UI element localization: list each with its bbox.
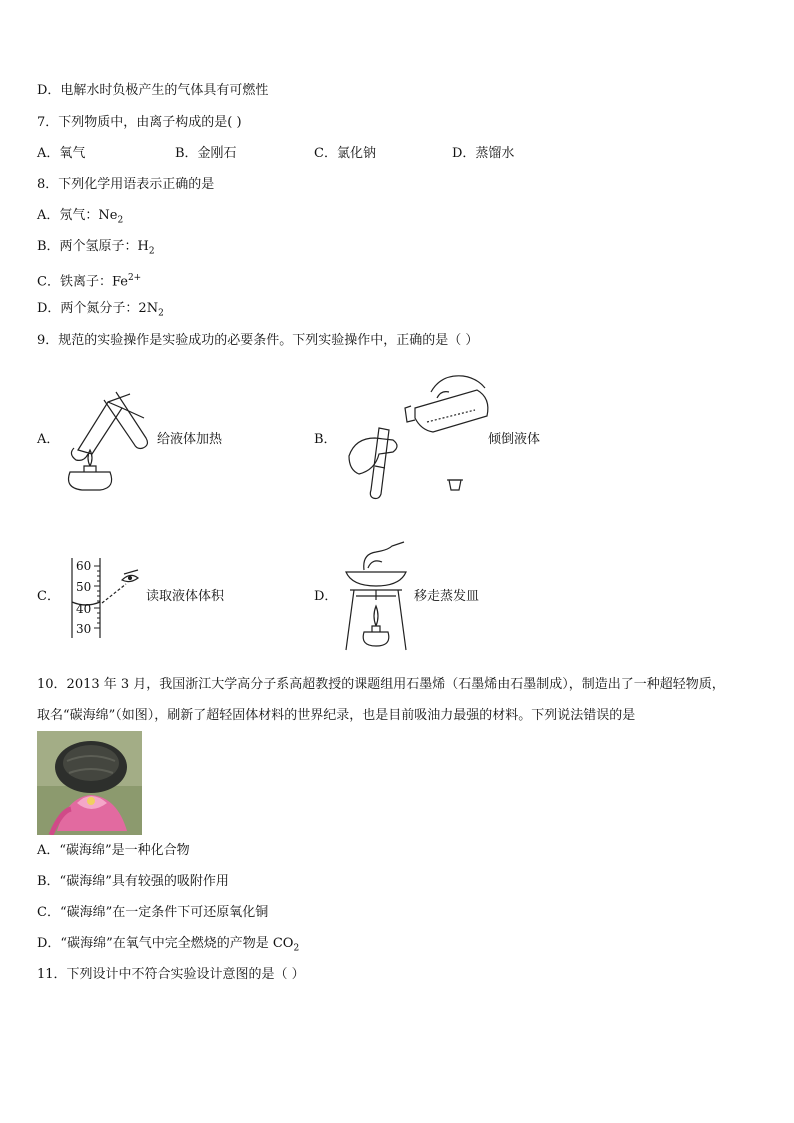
carbon-sponge-photo	[37, 731, 142, 835]
q7-option-c: C．氯化钠	[314, 146, 376, 161]
q10-option-d: D．“碳海绵”在氧气中完全燃烧的产物是 $CO_2$	[37, 936, 300, 954]
q7-options	[37, 145, 757, 163]
q10-option-c: C．“碳海绵”在一定条件下可还原氧化铜	[37, 905, 269, 920]
q10-stem-line2: 取名“碳海绵”（如图），刷新了超轻固体材料的世界纪录，也是目前吸油力最强的材料。下列说法错误的是	[37, 708, 636, 723]
q7-option-a: A．氧气	[37, 146, 86, 161]
q7-option-d: D．蒸馏水	[452, 146, 515, 161]
q8-option-b: B．两个氢原子：$H_2$	[37, 239, 155, 257]
q8-option-a: A．氖气：$Ne_2$	[37, 208, 124, 226]
cylinder-tick-50: 50	[76, 580, 92, 594]
q8-stem: 8．下列化学用语表示正确的是	[37, 177, 215, 192]
q10-stem-line1: 10．2013 年 3 月，我国浙江大学高分子系高超教授的课题组用石墨烯（石墨烯由石墨制成），制造出了一种超轻物质，	[37, 677, 725, 692]
q10-option-a: A．“碳海绵”是一种化合物	[37, 843, 190, 858]
cylinder-tick-30: 30	[76, 622, 92, 636]
q9-option-b-letter: B．	[314, 432, 337, 447]
pouring-liquid-illustration	[345, 370, 505, 500]
evaporating-dish-illustration	[342, 540, 414, 652]
q9-option-c-letter: C．	[37, 589, 60, 604]
q7-stem: 7．下列物质中，由离子构成的是( )	[37, 115, 242, 130]
heating-liquid-illustration	[60, 388, 170, 493]
carbon-sponge-photo-drawing	[37, 731, 142, 835]
q9-option-d-letter: D．	[314, 589, 338, 604]
q11-stem: 11．下列设计中不符合实验设计意图的是（ ）	[37, 967, 305, 982]
cylinder-tick-60: 60	[76, 559, 92, 573]
q9-option-d-caption: 移走蒸发皿	[414, 589, 480, 604]
q9-option-a-letter: A．	[37, 432, 60, 447]
q8-option-c: C．铁离子：$Fe^{2+}$	[37, 273, 142, 290]
q9-option-c-caption: 读取液体体积	[146, 589, 225, 604]
q6-option-d: D．电解水时负极产生的气体具有可燃性	[37, 83, 269, 98]
q7-option-b: B．金刚石	[175, 146, 237, 161]
q9-stem: 9．规范的实验操作是实验成功的必要条件。下列实验操作中，正确的是（ ）	[37, 333, 479, 348]
q8-option-d: D．两个氮分子：$2N_2$	[37, 301, 164, 319]
q9-option-b-caption: 倾倒液体	[488, 432, 541, 447]
q9-option-a-caption: 给液体加热	[157, 432, 223, 447]
q10-option-b: B．“碳海绵”具有较强的吸附作用	[37, 874, 229, 889]
cylinder-tick-40: 40	[76, 602, 92, 616]
